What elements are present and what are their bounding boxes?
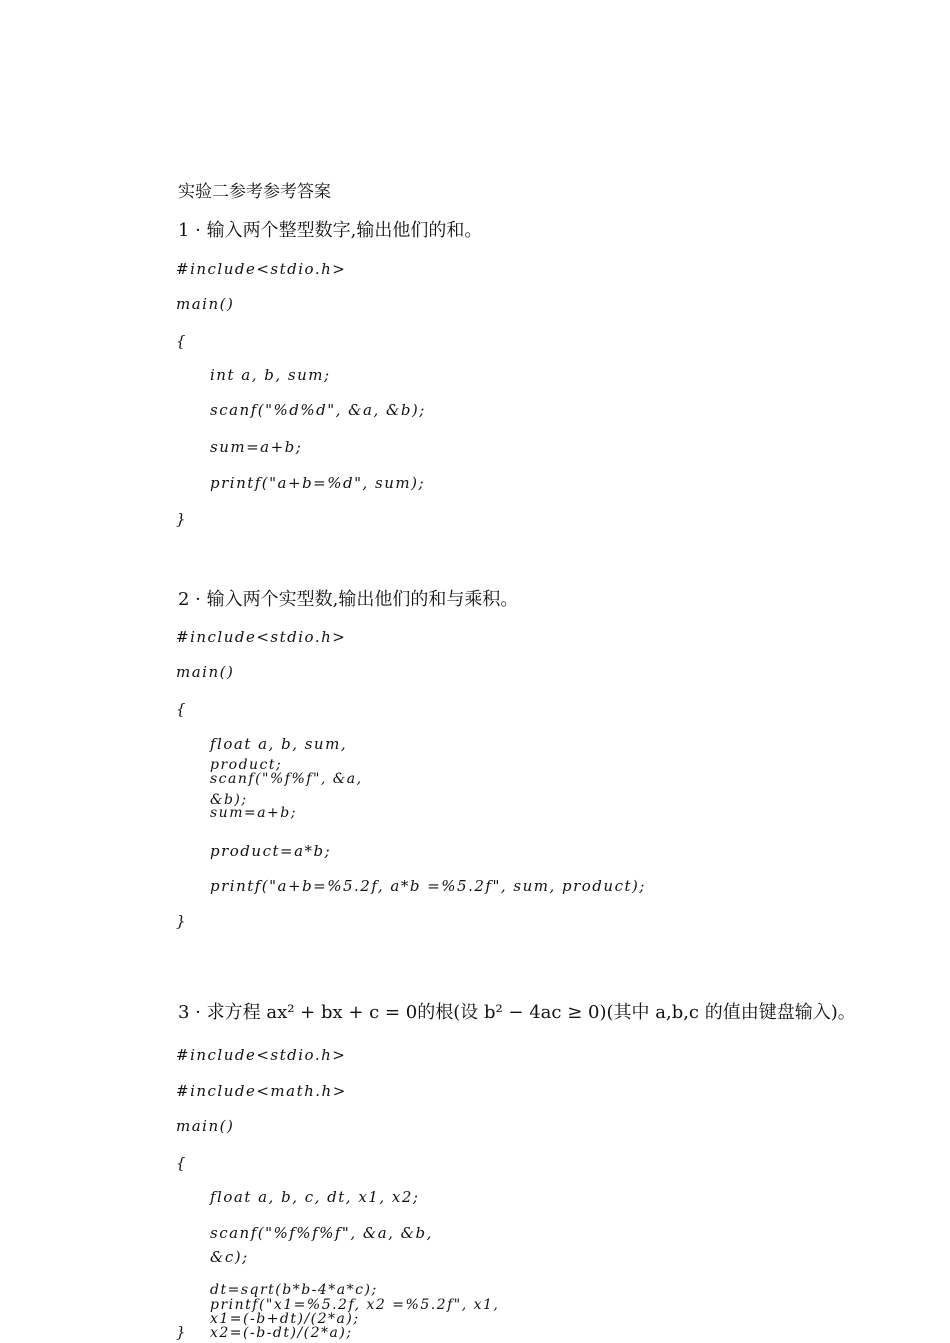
code-line: printf("a+b=%5.2f, a*b =%5.2f", sum, product); [210,877,646,895]
code-line: x1=(-b+dt)/(2*a); [210,1311,360,1327]
code-line: scanf("%f%f", &a, [210,771,363,787]
code-line: { [176,700,188,718]
code-line: &c); [210,1248,249,1266]
code-line: } [176,912,188,930]
code-line: x2=(-b-dt)/(2*a); [210,1325,353,1341]
code-line: { [176,1154,188,1172]
code-line: sum=a+b; [210,805,297,821]
code-line: int a, b, sum; [210,366,331,384]
code-line: #include<math.h> [176,1082,347,1100]
section-1-heading: 1 · 输入两个整型数字,输出他们的和。 [178,220,483,241]
code-line: } [176,1323,188,1341]
document-title: 实验二参考参考答案 [178,182,331,202]
code-line: main() [176,295,235,313]
code-line: main() [176,663,235,681]
code-line: product=a*b; [210,842,332,860]
code-line: #include<stdio.h> [176,260,347,278]
code-line: printf("a+b=%d", sum); [210,474,426,492]
code-line: scanf("%f%f%f", &a, &b, [210,1224,433,1242]
code-line: #include<stdio.h> [176,1046,347,1064]
code-line: #include<stdio.h> [176,628,347,646]
code-line: dt=sqrt(b*b-4*a*c); [210,1282,378,1298]
code-line: product; [210,757,283,773]
code-line: { [176,332,188,350]
code-line: sum=a+b; [210,438,303,456]
code-line: float a, b, sum, [210,735,348,753]
code-line: float a, b, c, dt, x1, x2; [210,1188,420,1206]
code-line: scanf("%d%d", &a, &b); [210,401,426,419]
code-line: } [176,510,188,528]
code-line: &b); [210,792,248,808]
code-line: main() [176,1117,235,1135]
code-line: printf("x1=%5.2f, x2 =%5.2f", x1, [210,1297,500,1313]
section-2-heading: 2 · 输入两个实型数,输出他们的和与乘积。 [178,589,519,610]
section-3-heading: 3 · 求方程 ax² + bx + c = 0的根(设 b² − 4ac ≥ 0)(其中 a,b,c 的值由键盘输入)。 [178,1002,856,1023]
